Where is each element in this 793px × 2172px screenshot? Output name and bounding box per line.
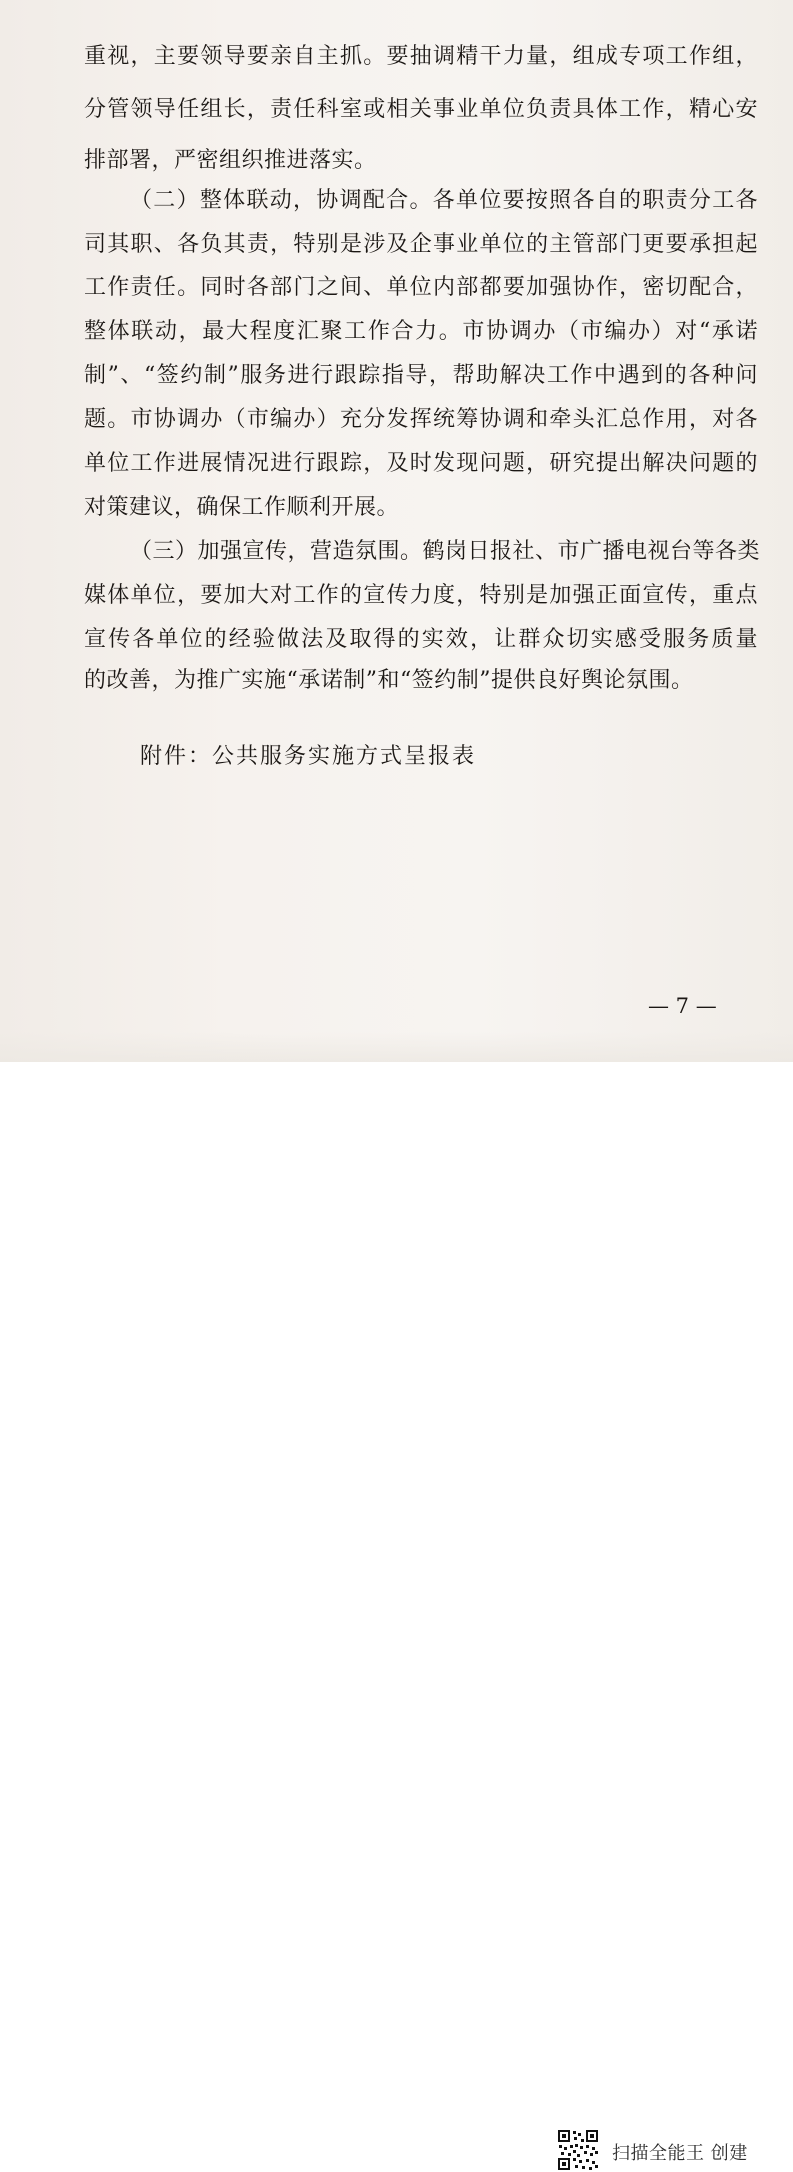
scanner-brand-text: 扫描全能王 创建	[612, 2143, 748, 2164]
body-line: 工作责任。同时各部门之间、单位内部都要加强协作，密切配合，	[84, 275, 758, 300]
body-line: 整体联动，最大程度汇聚工作合力。市协调办（市编办）对“承诺	[84, 319, 758, 344]
scanner-footer	[0, 1062, 793, 2164]
body-line: 重视，主要领导要亲自主抓。要抽调精干力量，组成专项工作组，	[84, 44, 758, 69]
body-line: 宣传各单位的经验做法及取得的实效，让群众切实感受服务质量	[84, 627, 758, 652]
body-line: 制”、“签约制”服务进行跟踪指导，帮助解决工作中遇到的各种问	[84, 363, 758, 388]
section-heading-line: （二）整体联动，协调配合。各单位要按照各自的职责分工各	[130, 188, 758, 213]
body-line: 的改善，为推广实施“承诺制”和“签约制”提供良好舆论氛围。	[84, 668, 694, 693]
document-page	[0, 0, 793, 1062]
body-line: 题。市协调办（市编办）充分发挥统筹协调和牵头汇总作用，对各	[84, 407, 758, 432]
body-line: 分管领导任组长，责任科室或相关事业单位负责具体工作，精心安	[84, 97, 758, 122]
attachment-note: 附件：公共服务实施方式呈报表	[140, 744, 477, 769]
body-line: 司其职、各负其责，特别是涉及企事业单位的主管部门更要承担起	[84, 232, 758, 257]
section-heading-line: （三）加强宣传，营造氛围。鹤岗日报社、市广播电视台等各类	[130, 539, 761, 564]
body-line: 媒体单位，要加大对工作的宣传力度，特别是加强正面宣传，重点	[84, 583, 758, 608]
body-line: 单位工作进展情况进行跟踪，及时发现问题，研究提出解决问题的	[84, 451, 758, 476]
body-line: 排部署，严密组织推进落实。	[84, 148, 377, 173]
body-line: 对策建议，确保工作顺利开展。	[84, 495, 400, 520]
qr-code-icon	[556, 2128, 600, 2172]
page-number: — 7 —	[648, 994, 717, 1018]
